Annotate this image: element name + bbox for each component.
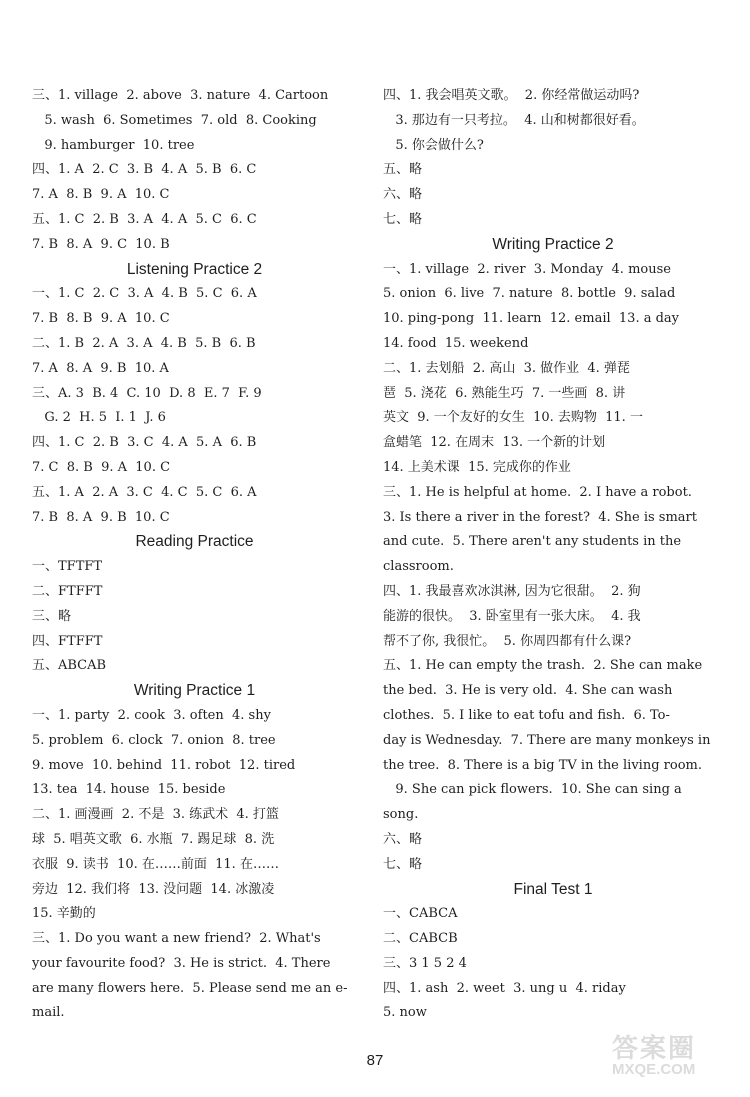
answer-line: 六、略 — [383, 187, 423, 203]
answer-line: 5. wash 6. Sometimes 7. old 8. Cooking — [32, 112, 317, 128]
answer-line: 3. Is there a river in the forest? 4. She is smart — [383, 509, 697, 525]
answer-line: 5. onion 6. live 7. nature 8. bottle 9. salad — [383, 286, 676, 302]
answer-line: 7. C 8. B 9. A 10. C — [32, 459, 171, 475]
answer-line: song. — [383, 807, 419, 823]
answer-line: 七、略 — [383, 856, 423, 872]
answer-line: 14. food 15. weekend — [383, 335, 529, 351]
answer-line: 三、略 — [32, 608, 72, 624]
answer-line: 7. B 8. B 9. A 10. C — [32, 311, 170, 327]
answer-line: 10. ping-pong 11. learn 12. email 13. a day — [383, 311, 680, 327]
answer-line: 7. A 8. A 9. B 10. A — [32, 360, 169, 376]
answer-line: 二、1. 画漫画 2. 不是 3. 练武术 4. 打篮 — [32, 807, 279, 823]
answer-line: 7. A 8. B 9. A 10. C — [32, 187, 170, 203]
answer-line: 五、1. A 2. A 3. C 4. C 5. C 6. A — [32, 484, 257, 500]
answer-line: 四、1. 我最喜欢冰淇淋, 因为它很甜。 2. 狗 — [383, 583, 641, 599]
answer-line: 7. B 8. A 9. C 10. B — [32, 236, 170, 252]
answer-line: 二、1. B 2. A 3. A 4. B 5. B 6. B — [32, 335, 256, 351]
answer-line: 旁边 12. 我们将 13. 没问题 14. 冰激凌 — [32, 881, 275, 897]
answer-line: are many flowers here. 5. Please send me an e- — [32, 980, 348, 996]
answer-line: 球 5. 唱英文歌 6. 水瓶 7. 踢足球 8. 洗 — [32, 831, 275, 847]
answer-line: 五、1. C 2. B 3. A 4. A 5. C 6. C — [32, 211, 257, 227]
answer-line: 三、1. He is helpful at home. 2. I have a robot. — [383, 484, 692, 500]
answer-line: G. 2 H. 5 I. 1 J. 6 — [32, 410, 166, 426]
answer-line: 5. 你会做什么? — [383, 137, 484, 153]
answer-line: 一、1. party 2. cook 3. often 4. shy — [32, 707, 271, 723]
answer-line: 七、略 — [383, 211, 423, 227]
answer-line: 三、A. 3 B. 4 C. 10 D. 8 E. 7 F. 9 — [32, 385, 262, 401]
answer-line: 5. now — [383, 1005, 427, 1021]
answer-line: 13. tea 14. house 15. beside — [32, 782, 226, 798]
watermark-logo — [612, 1028, 740, 1094]
page-number: 87 — [366, 1052, 384, 1069]
answer-line: the bed. 3. He is very old. 4. She can wash — [383, 683, 673, 699]
right-column — [383, 84, 723, 1026]
answer-line: 四、1. C 2. B 3. C 4. A 5. A 6. B — [32, 435, 257, 451]
answer-line: 9. hamburger 10. tree — [32, 137, 195, 153]
answer-line: day is Wednesday. 7. There are many monkeys in — [383, 732, 711, 748]
answer-line: 四、1. ash 2. weet 3. ung u 4. riday — [383, 980, 626, 996]
answer-line: 15. 辛勤的 — [32, 906, 96, 922]
answer-line: your favourite food? 3. He is strict. 4. There — [32, 955, 331, 971]
answer-line: 7. B 8. A 9. B 10. C — [32, 509, 170, 525]
answer-line: classroom. — [383, 559, 454, 575]
answer-line: 一、CABCA — [383, 906, 458, 922]
answer-line: 9. She can pick flowers. 10. She can sing a — [383, 782, 682, 798]
answer-line: 一、1. village 2. river 3. Monday 4. mouse — [383, 261, 671, 277]
answer-line: mail. — [32, 1005, 65, 1021]
answer-line: 9. move 10. behind 11. robot 12. tired — [32, 757, 296, 773]
answer-line: 二、CABCB — [383, 931, 458, 947]
answer-line: 琶 5. 浇花 6. 熟能生巧 7. 一些画 8. 讲 — [383, 385, 626, 401]
left-column — [32, 84, 357, 1026]
answer-line: 衣服 9. 读书 10. 在……前面 11. 在…… — [32, 856, 279, 872]
watermark-text-bottom: MXQE.COM — [612, 1061, 696, 1078]
section-heading: Reading Practice — [135, 533, 254, 551]
answer-line: 一、1. C 2. C 3. A 4. B 5. C 6. A — [32, 286, 257, 302]
answer-line: 英文 9. 一个友好的女生 10. 去购物 11. 一 — [383, 410, 643, 426]
answer-line: 14. 上美术课 15. 完成你的作业 — [383, 459, 571, 475]
answer-line: 一、TFTFT — [32, 559, 103, 575]
answer-line: 三、1. village 2. above 3. nature 4. Cartoon — [32, 88, 329, 103]
answer-line: 三、3 1 5 2 4 — [383, 955, 467, 971]
answer-line: 帮不了你, 我很忙。 5. 你周四都有什么课? — [383, 633, 632, 649]
answer-line: 四、1. 我会唱英文歌。 2. 你经常做运动吗? — [383, 88, 640, 103]
answer-line: 五、1. He can empty the trash. 2. She can make — [383, 658, 703, 674]
section-heading: Listening Practice 2 — [126, 260, 263, 278]
watermark-text-top: 答案圈 — [612, 1034, 697, 1064]
answer-line: 五、ABCAB — [32, 658, 107, 674]
answer-line: 盒蜡笔 12. 在周末 13. 一个新的计划 — [383, 435, 606, 451]
answer-line: 三、1. Do you want a new friend? 2. What's — [32, 931, 321, 947]
answer-line: 二、FTFFT — [32, 583, 103, 599]
answer-line: 五、略 — [383, 162, 423, 178]
answer-line: and cute. 5. There aren't any students in the — [383, 534, 682, 550]
answer-line: 四、1. A 2. C 3. B 4. A 5. B 6. C — [32, 162, 257, 178]
answer-line: 3. 那边有一只考拉。 4. 山和树都很好看。 — [383, 112, 645, 128]
answer-line: 二、1. 去划船 2. 高山 3. 做作业 4. 弹琵 — [383, 360, 630, 376]
answer-line: 六、略 — [383, 831, 423, 847]
section-heading: Writing Practice 2 — [492, 235, 614, 253]
answer-line: 5. problem 6. clock 7. onion 8. tree — [32, 732, 276, 748]
answer-line: the tree. 8. There is a big TV in the living room. — [383, 757, 702, 773]
section-heading: Final Test 1 — [513, 880, 593, 898]
answer-line: 能游的很快。 3. 卧室里有一张大床。 4. 我 — [383, 608, 641, 624]
answer-line: clothes. 5. I like to eat tofu and fish. 6. To- — [383, 707, 670, 723]
section-heading: Writing Practice 1 — [133, 682, 256, 700]
answer-line: 四、FTFFT — [32, 633, 103, 649]
